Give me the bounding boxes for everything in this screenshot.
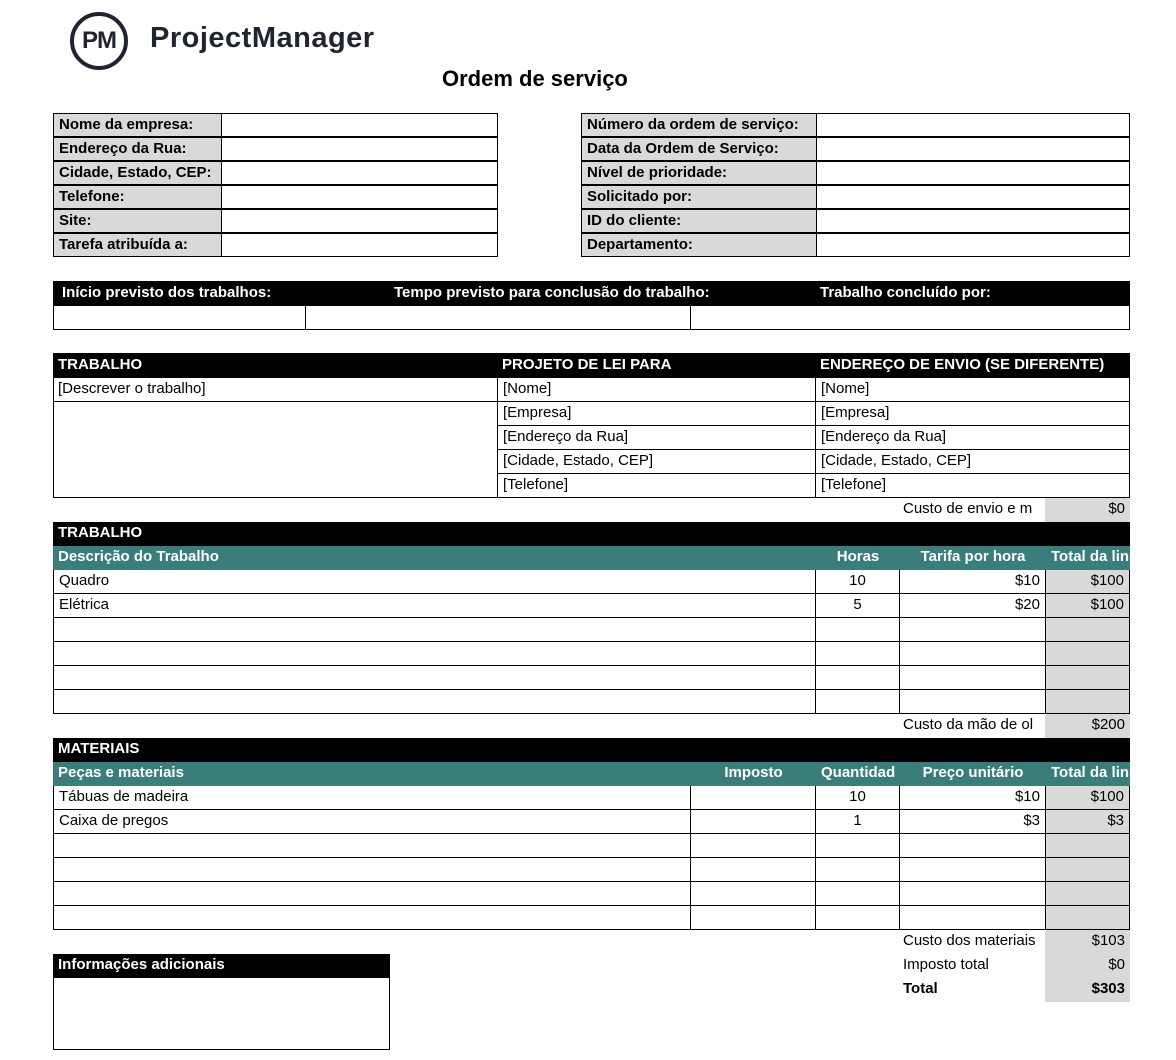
labor-row-rate[interactable] bbox=[900, 618, 1046, 642]
labor-row-description[interactable] bbox=[53, 690, 816, 714]
shipping-cost-label: Custo de envio e m bbox=[903, 500, 1033, 517]
ship-to-line[interactable]: [Empresa] bbox=[816, 402, 1130, 426]
labor-row-total bbox=[1046, 666, 1130, 690]
company-field-input[interactable] bbox=[221, 209, 498, 233]
bill-to-line[interactable]: [Telefone] bbox=[498, 474, 816, 498]
order-field-input[interactable] bbox=[816, 113, 1130, 137]
labor-row-description[interactable] bbox=[53, 618, 816, 642]
labor-row-description[interactable]: Elétrica bbox=[53, 594, 816, 618]
labor-row-description[interactable] bbox=[53, 666, 816, 690]
company-field-label: Endereço da Rua: bbox=[53, 137, 221, 161]
labor-cost-value: $200 bbox=[1045, 714, 1130, 738]
order-field-input[interactable] bbox=[816, 233, 1130, 257]
materials-col-qty: Quantidad bbox=[816, 762, 900, 786]
labor-row-hours[interactable] bbox=[816, 642, 900, 666]
page-title: Ordem de serviço bbox=[442, 66, 628, 91]
materials-row-tax[interactable] bbox=[691, 882, 816, 906]
labor-row-hours[interactable] bbox=[816, 690, 900, 714]
logo-name: ProjectManager bbox=[150, 22, 375, 54]
totals-value: $303 bbox=[1045, 978, 1130, 1002]
totals-value: $103 bbox=[1045, 930, 1130, 954]
materials-row-price[interactable] bbox=[900, 882, 1046, 906]
ship-to-line[interactable]: [Telefone] bbox=[816, 474, 1130, 498]
materials-row-qty[interactable] bbox=[816, 858, 900, 882]
ship-to-line[interactable]: [Cidade, Estado, CEP] bbox=[816, 450, 1130, 474]
materials-col-tax: Imposto bbox=[691, 762, 816, 786]
labor-col-total: Total da linha bbox=[1046, 546, 1130, 570]
materials-header: MATERIAIS bbox=[53, 738, 1130, 762]
bill-to-line[interactable]: [Cidade, Estado, CEP] bbox=[498, 450, 816, 474]
materials-row-total bbox=[1046, 858, 1130, 882]
company-field-label: Cidade, Estado, CEP: bbox=[53, 161, 221, 185]
labor-col-rate: Tarifa por hora bbox=[900, 546, 1046, 570]
labor-row-total bbox=[1046, 618, 1130, 642]
labor-row-rate[interactable]: $20 bbox=[900, 594, 1046, 618]
materials-row-qty[interactable] bbox=[816, 906, 900, 930]
labor-row-description[interactable] bbox=[53, 642, 816, 666]
order-field-input[interactable] bbox=[816, 161, 1130, 185]
order-field-input[interactable] bbox=[816, 137, 1130, 161]
company-field-label: Telefone: bbox=[53, 185, 221, 209]
materials-row-item[interactable]: Tábuas de madeira bbox=[53, 786, 691, 810]
schedule-duration-input[interactable] bbox=[306, 306, 691, 330]
labor-cost-label: Custo da mão de ol bbox=[903, 716, 1034, 733]
order-field-label: Número da ordem de serviço: bbox=[581, 113, 816, 137]
labor-col-description: Descrição do Trabalho bbox=[53, 546, 813, 570]
labor-row-rate[interactable] bbox=[900, 690, 1046, 714]
totals-label: Total bbox=[903, 980, 938, 997]
materials-row-price[interactable] bbox=[900, 858, 1046, 882]
materials-row-item[interactable] bbox=[53, 834, 691, 858]
order-field-label: Solicitado por: bbox=[581, 185, 816, 209]
ship-to-header: ENDEREÇO DE ENVIO (SE DIFERENTE) bbox=[815, 354, 1125, 378]
schedule-start-input[interactable] bbox=[53, 306, 306, 330]
materials-row-qty[interactable] bbox=[816, 834, 900, 858]
materials-row-total: $100 bbox=[1046, 786, 1130, 810]
materials-row-total bbox=[1046, 834, 1130, 858]
labor-row-total bbox=[1046, 690, 1130, 714]
work-header: TRABALHO bbox=[53, 354, 493, 378]
company-field-input[interactable] bbox=[221, 161, 498, 185]
materials-row-price[interactable] bbox=[900, 834, 1046, 858]
materials-row-total bbox=[1046, 882, 1130, 906]
labor-row-description[interactable]: Quadro bbox=[53, 570, 816, 594]
materials-col-item: Peças e materiais bbox=[53, 762, 683, 786]
materials-col-total: Total da linha bbox=[1046, 762, 1130, 786]
bill-to-line[interactable]: [Empresa] bbox=[498, 402, 816, 426]
order-field-label: Nível de prioridade: bbox=[581, 161, 816, 185]
labor-row-hours[interactable]: 10 bbox=[816, 570, 900, 594]
labor-row-total: $100 bbox=[1046, 570, 1130, 594]
labor-header: TRABALHO bbox=[53, 522, 1130, 546]
labor-col-hours: Horas bbox=[816, 546, 900, 570]
bill-to-header: PROJETO DE LEI PARA bbox=[497, 354, 807, 378]
additional-info-box[interactable] bbox=[53, 978, 390, 1050]
schedule-completed-label: Trabalho concluído por: bbox=[815, 282, 1115, 306]
labor-row-hours[interactable] bbox=[816, 666, 900, 690]
order-field-label: ID do cliente: bbox=[581, 209, 816, 233]
materials-row-price[interactable]: $3 bbox=[900, 810, 1046, 834]
ship-to-line[interactable]: [Nome] bbox=[816, 378, 1130, 402]
order-field-input[interactable] bbox=[816, 185, 1130, 209]
schedule-duration-label: Tempo previsto para conclusão do trabalho: bbox=[389, 282, 729, 306]
labor-row-rate[interactable] bbox=[900, 666, 1046, 690]
bill-to-line[interactable]: [Endereço da Rua] bbox=[498, 426, 816, 450]
company-field-input[interactable] bbox=[221, 137, 498, 161]
materials-row-price[interactable]: $10 bbox=[900, 786, 1046, 810]
materials-row-tax[interactable] bbox=[691, 786, 816, 810]
schedule-completed-input[interactable] bbox=[691, 306, 1130, 330]
ship-to-line[interactable]: [Endereço da Rua] bbox=[816, 426, 1130, 450]
work-description: [Descrever o trabalho] bbox=[53, 378, 498, 402]
schedule-start-label: Início previsto dos trabalhos: bbox=[57, 282, 307, 306]
materials-row-qty[interactable]: 10 bbox=[816, 786, 900, 810]
materials-row-tax[interactable] bbox=[691, 834, 816, 858]
bill-to-line[interactable]: [Nome] bbox=[498, 378, 816, 402]
materials-row-item[interactable] bbox=[53, 906, 691, 930]
labor-row-total: $100 bbox=[1046, 594, 1130, 618]
materials-row-total: $3 bbox=[1046, 810, 1130, 834]
additional-info-header: Informações adicionais bbox=[53, 954, 390, 978]
order-field-label: Departamento: bbox=[581, 233, 816, 257]
materials-row-total bbox=[1046, 906, 1130, 930]
labor-row-hours[interactable]: 5 bbox=[816, 594, 900, 618]
materials-row-item[interactable]: Caixa de pregos bbox=[53, 810, 691, 834]
company-field-label: Site: bbox=[53, 209, 221, 233]
materials-row-tax[interactable] bbox=[691, 906, 816, 930]
materials-row-qty[interactable] bbox=[816, 882, 900, 906]
totals-label: Imposto total bbox=[903, 956, 989, 973]
company-field-input[interactable] bbox=[221, 233, 498, 257]
company-field-label: Tarefa atribuída a: bbox=[53, 233, 221, 257]
labor-row-hours[interactable] bbox=[816, 618, 900, 642]
order-field-input[interactable] bbox=[816, 209, 1130, 233]
materials-row-price[interactable] bbox=[900, 906, 1046, 930]
labor-row-rate[interactable] bbox=[900, 642, 1046, 666]
labor-row-total bbox=[1046, 642, 1130, 666]
totals-label: Custo dos materiais bbox=[903, 932, 1036, 949]
materials-row-qty[interactable]: 1 bbox=[816, 810, 900, 834]
logo-mark: PM bbox=[70, 12, 128, 70]
materials-row-tax[interactable] bbox=[691, 810, 816, 834]
labor-row-rate[interactable]: $10 bbox=[900, 570, 1046, 594]
materials-col-price: Preço unitário bbox=[900, 762, 1046, 786]
materials-row-item[interactable] bbox=[53, 858, 691, 882]
shipping-cost-value: $0 bbox=[1045, 498, 1130, 522]
company-field-input[interactable] bbox=[221, 113, 498, 137]
company-field-label: Nome da empresa: bbox=[53, 113, 221, 137]
totals-value: $0 bbox=[1045, 954, 1130, 978]
materials-row-tax[interactable] bbox=[691, 858, 816, 882]
order-field-label: Data da Ordem de Serviço: bbox=[581, 137, 816, 161]
materials-row-item[interactable] bbox=[53, 882, 691, 906]
company-field-input[interactable] bbox=[221, 185, 498, 209]
